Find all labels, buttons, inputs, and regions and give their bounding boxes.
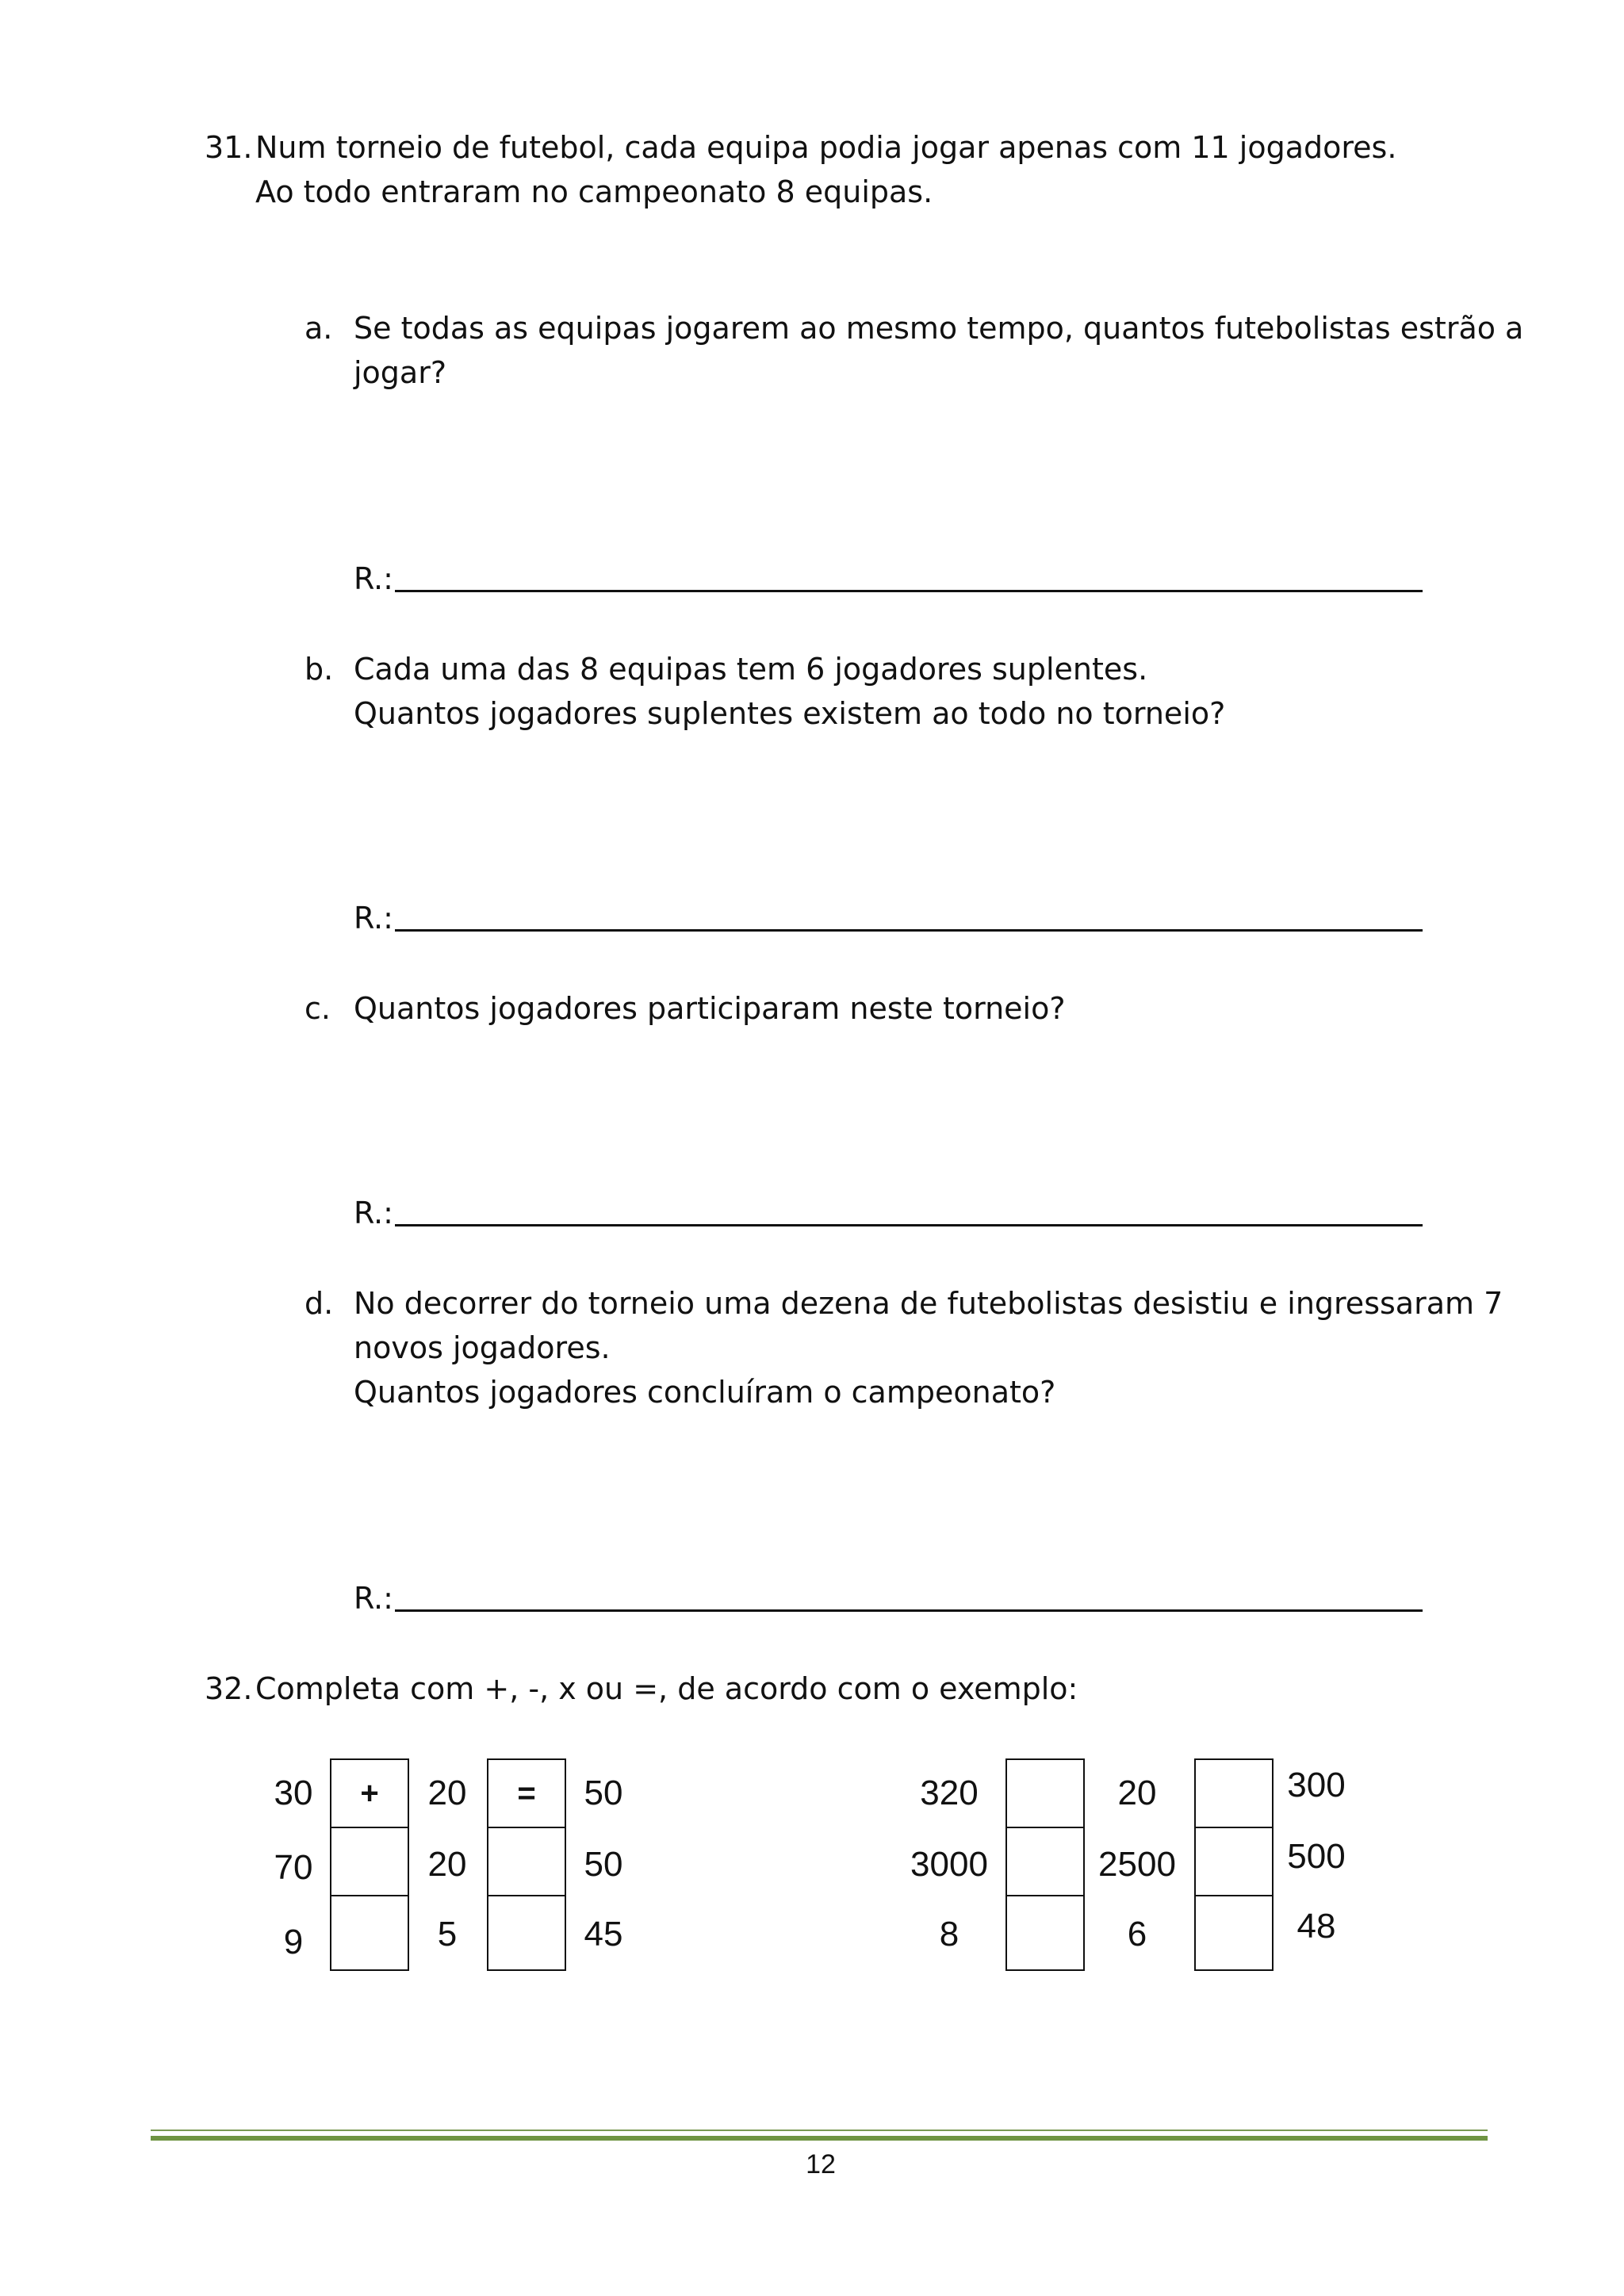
right-row1-op2[interactable] (1196, 1760, 1272, 1828)
question-31-intro-line2: Ao todo entraram no campeonato 8 equipas. (255, 174, 933, 209)
question-32-number: 32. (205, 1671, 253, 1706)
left-row2-a: 70 (274, 1848, 313, 1887)
item-a-text-line1: Se todas as equipas jogarem ao mesmo tempo, quantos futebolistas estrão a (354, 311, 1524, 346)
left-row2-c: 50 (584, 1845, 623, 1884)
item-a-answer-line[interactable] (395, 590, 1423, 592)
left-row1-op2[interactable]: = (488, 1760, 565, 1828)
item-c-letter: c. (304, 991, 331, 1026)
right-row3-b: 6 (1127, 1915, 1147, 1954)
item-a-letter: a. (304, 311, 333, 346)
item-b-text-line2: Quantos jogadores suplentes existem ao todo no torneio? (354, 696, 1226, 731)
left-row1-op1[interactable]: + (331, 1760, 408, 1828)
item-b-text-line1: Cada uma das 8 equipas tem 6 jogadores suplentes. (354, 652, 1148, 687)
left-row1-b: 20 (427, 1774, 467, 1812)
left-row1-a: 30 (274, 1774, 313, 1812)
right-row2-b: 2500 (1098, 1845, 1176, 1884)
right-row3-op1[interactable] (1007, 1896, 1083, 1965)
item-c-answer-label: R.: (354, 1196, 393, 1230)
item-b-answer-line[interactable] (395, 929, 1423, 932)
item-d-text-line1: No decorrer do torneio uma dezena de futebolistas desistiu e ingressaram 7 (354, 1286, 1503, 1321)
question-32-instruction: Completa com +, -, x ou =, de acordo com o exemplo: (255, 1671, 1078, 1706)
page-number: 12 (806, 2149, 836, 2179)
left-row3-b: 5 (437, 1915, 458, 1954)
right-row2-op1[interactable] (1007, 1828, 1083, 1896)
left-row1-c: 50 (584, 1774, 623, 1812)
right-row3-a: 8 (939, 1915, 959, 1954)
right-row1-a: 320 (920, 1774, 979, 1812)
left-row3-a: 9 (283, 1923, 304, 1961)
right-op1-boxes (1005, 1758, 1085, 1971)
item-b-letter: b. (304, 652, 334, 687)
right-row1-op1[interactable] (1007, 1760, 1083, 1828)
right-row3-op2[interactable] (1196, 1896, 1272, 1965)
right-op2-boxes (1194, 1758, 1274, 1971)
question-31-intro-line1: Num torneio de futebol, cada equipa podia jogar apenas com 11 jogadores. (255, 130, 1397, 165)
right-row1-c: 300 (1287, 1766, 1346, 1804)
left-row2-b: 20 (427, 1845, 467, 1884)
item-d-answer-line[interactable] (395, 1609, 1423, 1612)
right-row3-c: 48 (1297, 1907, 1336, 1946)
item-c-answer-line[interactable] (395, 1224, 1423, 1226)
footer-rule-thick (151, 2136, 1488, 2141)
item-d-text-line3: Quantos jogadores concluíram o campeonato? (354, 1375, 1056, 1410)
item-d-answer-label: R.: (354, 1581, 393, 1616)
right-row1-b: 20 (1117, 1774, 1157, 1812)
item-d-letter: d. (304, 1286, 334, 1321)
item-a-answer-label: R.: (354, 561, 393, 596)
item-d-text-line2: novos jogadores. (354, 1330, 611, 1365)
left-row3-c: 45 (584, 1915, 623, 1954)
right-row2-op2[interactable] (1196, 1828, 1272, 1896)
footer-rule-thin (151, 2130, 1488, 2131)
question-31-number: 31. (205, 130, 253, 165)
item-b-answer-label: R.: (354, 901, 393, 936)
item-a-text-line2: jogar? (354, 355, 447, 390)
right-row2-a: 3000 (910, 1845, 988, 1884)
right-row2-c: 500 (1287, 1837, 1346, 1876)
item-c-text-line1: Quantos jogadores participaram neste torneio? (354, 991, 1066, 1026)
